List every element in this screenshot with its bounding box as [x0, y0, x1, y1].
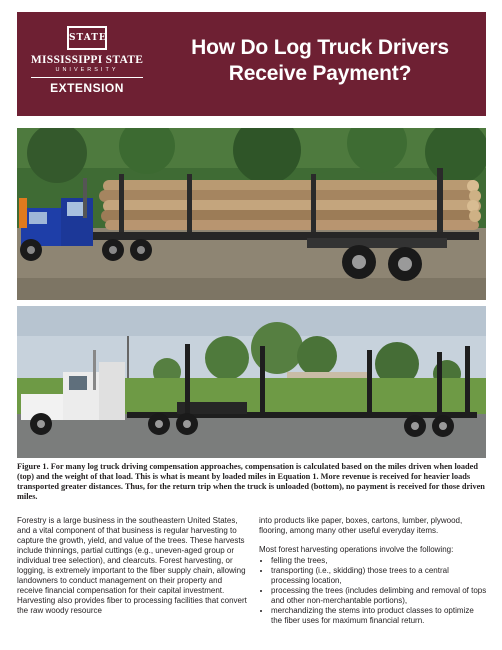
harvest-steps-list [259, 556, 487, 626]
figure-caption: Figure 1. For many log truck driving compensation approaches, compensation is calculated based on the miles driven when loaded (top) and the weight of that load. This is what is meant by loaded miles in Equation 1. More revenue is received for heavier loads transported greater distances. Thus, for the return trip when the truck is unloaded (bottom), no payment is received for those driven miles. [17, 462, 485, 501]
msu-extension-logo [23, 26, 151, 95]
photo-loaded-log-truck [17, 128, 486, 300]
msu-badge-icon: STATE [67, 26, 107, 50]
logo-university-name: MISSISSIPPI STATE [30, 54, 144, 66]
photo-empty-log-truck [17, 306, 486, 458]
body-paragraph-continued: into products like paper, boxes, cartons, lumber, plywood, flooring, among many other useful everyday items. [259, 516, 463, 535]
list-intro: Most forest harvesting operations involve the following: [259, 545, 454, 554]
page-title: How Do Log Truck Drivers Receive Payment? [191, 36, 449, 85]
header-banner [17, 12, 486, 116]
body-column-left [17, 516, 249, 625]
list-item: • merchandizing the stems into product classes to optimize the fiber uses for maximum financial return. [271, 606, 487, 626]
list-item: • processing the trees (includes delimbing and removal of tops and other non-merchantable portions), [271, 586, 487, 606]
logo-extension-label: EXTENSION [50, 81, 124, 95]
list-item: • felling the trees, [271, 556, 487, 566]
logo-university-word: UNIVERSITY [55, 67, 119, 73]
body-paragraph: Forestry is a large business in the southeastern United States, and a vital component of that business is regular harvesting to capture the growth, yield, and value of the trees. These harvests include thinnings, partial cuttings (e.g., uneven-aged group or individual tree selection), and clearcuts. Forest harvesting, or logging, is extremely important to the fiber supply chain, allowing landowners to conduct management on their property and receive financial compensation for their capital investment. Harvesting also provides fiber to processing facilities that convert the raw woody resource [17, 516, 247, 615]
body-column-right [259, 516, 487, 626]
logo-divider [31, 77, 143, 78]
list-item: • transporting (i.e., skidding) those trees to a central processing location, [271, 566, 487, 586]
